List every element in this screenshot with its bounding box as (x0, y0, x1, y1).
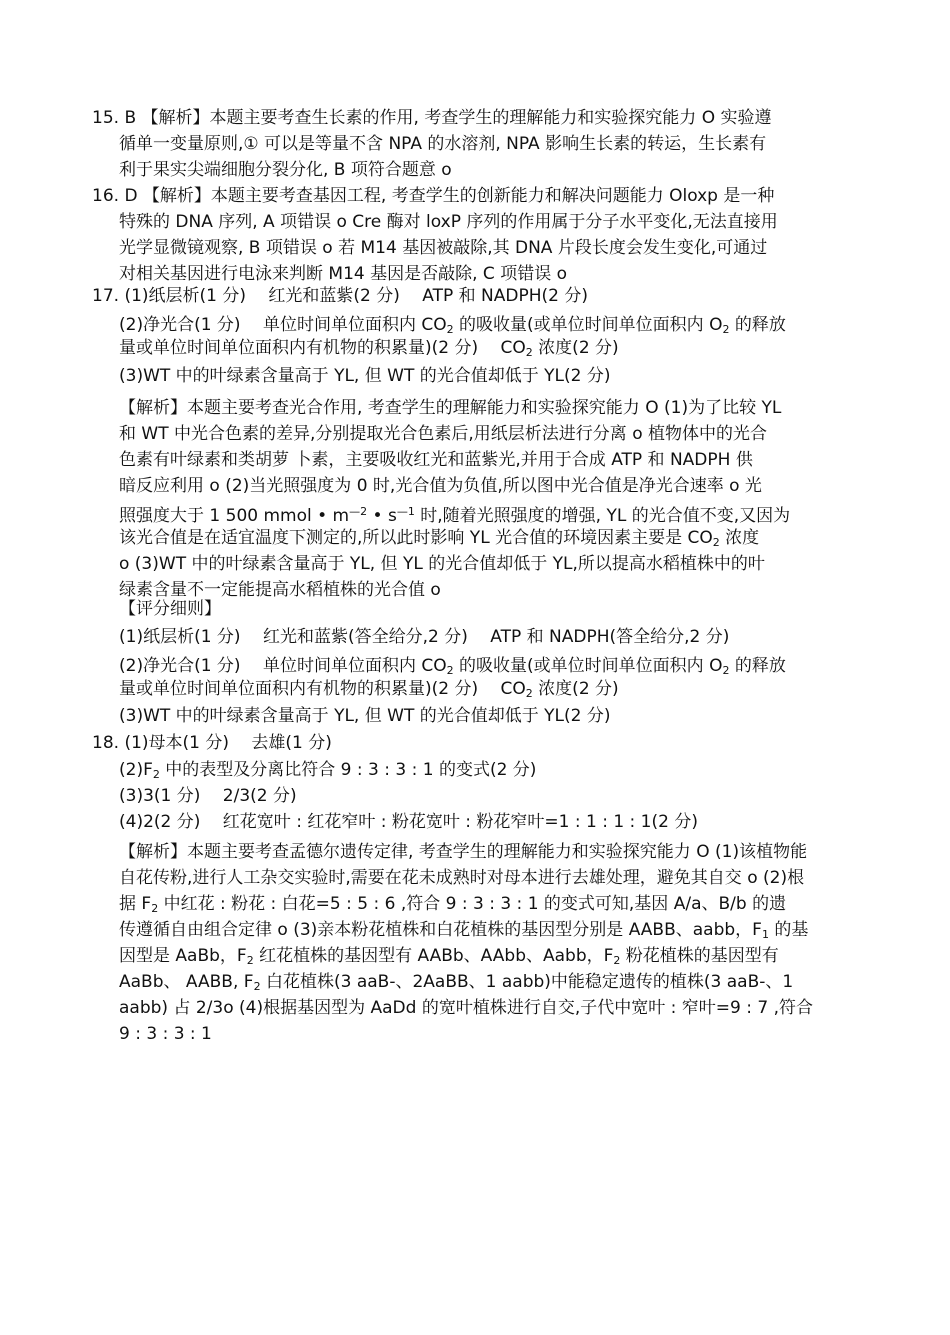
q17-scoring-2-line-1: (2)净光合(1 分) 单位时间单位面积内 $CO_2$ 的吸收量(或单位时间单位面积内 $O_2$ 的释放 (119, 656, 786, 677)
q16-line-3: 光学显微镜观察, B 项错误 o 若 M14 基因被敲除,其 DNA 片段长度会发生变化,可通过 (119, 238, 768, 258)
co2-subscript: 2 (446, 323, 454, 336)
q18-answer-3: (3)3(1 分) 2/3(2 分) (119, 786, 297, 806)
co2-subscript: 2 (525, 687, 533, 700)
o2-subscript: 2 (722, 323, 730, 336)
q17-answer-3: (3)WT 中的叶绿素含量高于 YL, 但 WT 的光合值却低于 YL(2 分) (119, 366, 611, 386)
q17-answer-2-line-2: 量或单位时间单位面积内有机物的积累量)(2 分) $CO_2$ 浓度(2 分) (119, 338, 619, 359)
q18-explain-line-5: 因型是 AaBb，$F_2$ 红花植株的基因型有 AABb、AAbb、Aabb，$F_2$ 粉花植株的基因型有 (119, 946, 779, 967)
q17-answer-2-line-1: (2)净光合(1 分) 单位时间单位面积内 $CO_2$ 的吸收量(或单位时间单位面积内 $O_2$ 的释放 (119, 315, 786, 336)
q18-explain-line-1: 【解析】本题主要考查孟德尔遗传定律, 考查学生的理解能力和实验探究能力 O (1)该植物能 (119, 842, 808, 862)
f2-subscript: 2 (151, 902, 159, 915)
co2-subscript: 2 (712, 536, 720, 549)
q16-line-2: 特殊的 DNA 序列, A 项错误 o Cre 酶对 loxP 序列的作用属于分子水平变化,无法直接用 (119, 212, 778, 232)
q17-scoring-1: (1)纸层析(1 分) 红光和蓝紫(答全给分,2 分) ATP 和 NADPH(答全给分,2 分) (119, 627, 730, 647)
o2-subscript: 2 (722, 664, 730, 677)
q17-explain-line-3: 色素有叶绿素和类胡萝 卜素，主要吸收红光和蓝紫光,并用于合成 ATP 和 NADPH 供 (119, 450, 753, 470)
f2-subscript: 2 (253, 980, 261, 993)
q18-answer-1: 18. (1)母本(1 分) 去雄(1 分) (92, 733, 332, 753)
q17-explain-line-2: 和 WT 中光合色素的差异,分别提取光合色素后,用纸层析法进行分离 o 植物体中的光合 (119, 424, 768, 444)
superscript-neg2: —2 (349, 505, 368, 518)
q18-explain-line-4: 传遵循自由组合定律 o (3)亲本粉花植株和白花植株的基因型分别是 AABB、aabb，$F_1$ 的基 (119, 920, 809, 941)
q17-explain-line-6: 该光合值是在适宜温度下测定的,所以此时影响 YL 光合值的环境因素主要是 $CO_2$ 浓度 (119, 528, 760, 549)
f1-subscript: 1 (761, 928, 769, 941)
f2-subscript: 2 (613, 954, 621, 967)
q16-line-4: 对相关基因进行电泳来判断 M14 基因是否敲除, C 项错误 o (119, 264, 567, 284)
superscript-neg1: —1 (396, 505, 415, 518)
q17-explain-line-5: 照强度大于 1 500 mmol • $m^{—2}$ • $s^{—1}$ 时,随着光照强度的增强, YL 的光合值不变,又因为 (119, 505, 791, 526)
q17-explain-line-4: 暗反应利用 o (2)当光照强度为 0 时,光合值为负值,所以图中光合值是净光合速率 o 光 (119, 476, 762, 496)
f2-subscript: 2 (246, 954, 254, 967)
q18-explain-line-8: 9 : 3 : 3 : 1 (119, 1024, 212, 1044)
f2-subscript: 2 (152, 768, 160, 781)
q18-explain-line-6: AaBb、 AABB, $F_2$ 白花植株(3 aaB-、2AaBB、1 aabb)中能稳定遗传的植株(3 aaB-、1 (119, 972, 794, 993)
q18-explain-line-7: aabb) 占 2/3o (4)根据基因型为 AaDd 的宽叶植株进行自交,子代中宽叶 : 窄叶=9 : 7 ,符合 (119, 998, 813, 1018)
q15-line-1: 15. B 【解析】本题主要考查生长素的作用, 考查学生的理解能力和实验探究能力 O 实验遵 (92, 108, 772, 128)
q17-answer-1: 17. (1)纸层析(1 分) 红光和蓝紫(2 分) ATP 和 NADPH(2 分) (92, 286, 589, 306)
q18-answer-2: $(2)F_2$ 中的表型及分离比符合 9 : 3 : 3 : 1 的变式(2 分) (119, 760, 537, 781)
q17-scoring-heading: 【评分细则】 (119, 599, 221, 619)
q18-explain-line-2: 自花传粉,进行人工杂交实验时,需要在花未成熟时对母本进行去雄处理，避免其自交 o (2)根 (119, 868, 805, 888)
q16-line-1: 16. D 【解析】本题主要考查基因工程, 考查学生的创新能力和解决问题能力 Oloxp 是一种 (92, 186, 775, 206)
co2-subscript: 2 (446, 664, 454, 677)
co2-subscript: 2 (525, 346, 533, 359)
q17-scoring-3: (3)WT 中的叶绿素含量高于 YL, 但 WT 的光合值却低于 YL(2 分) (119, 706, 611, 726)
q15-line-2: 循单一变量原则,① 可以是等量不含 NPA 的水溶剂, NPA 影响生长素的转运，生长素有 (119, 134, 767, 154)
q17-explain-line-1: 【解析】本题主要考查光合作用, 考查学生的理解能力和实验探究能力 O (1)为了比较 YL (119, 398, 782, 418)
q17-scoring-2-line-2: 量或单位时间单位面积内有机物的积累量)(2 分) $CO_2$ 浓度(2 分) (119, 679, 619, 700)
q17-explain-line-7: o (3)WT 中的叶绿素含量高于 YL, 但 YL 的光合值却低于 YL,所以提高水稻植株中的叶 (119, 554, 765, 574)
q15-line-3: 利于果实尖端细胞分裂分化, B 项符合题意 o (119, 160, 452, 180)
q18-answer-4: (4)2(2 分) 红花宽叶 : 红花窄叶 : 粉花宽叶 : 粉花窄叶=1 : 1 : 1 : 1(2 分) (119, 812, 698, 832)
q17-explain-line-8: 绿素含量不一定能提高水稻植株的光合值 o (119, 580, 441, 600)
q18-explain-line-3: 据 $F_2$ 中红花 : 粉花 : 白花=5 : 5 : 6 ,符合 9 : 3 : 3 : 1 的变式可知,基因 A/a、B/b 的遗 (119, 894, 787, 915)
